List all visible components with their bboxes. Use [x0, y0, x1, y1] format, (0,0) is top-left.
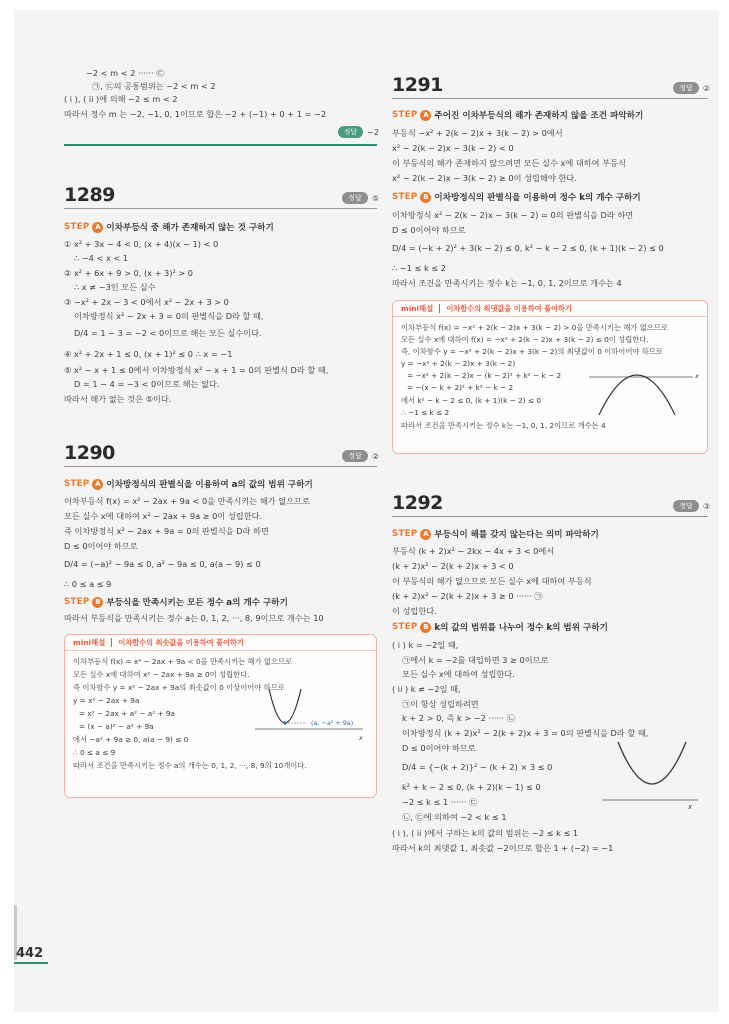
question-number-1291: 1291: [392, 74, 443, 96]
step-label: STEP: [392, 110, 418, 120]
q1292-line: 모든 실수 x에 대하여 성립한다.: [402, 669, 515, 679]
step-a-1292: [392, 528, 599, 540]
step-letter: A: [92, 479, 103, 490]
step-label: STEP: [64, 479, 90, 489]
question-rule: [392, 98, 708, 99]
q1289-line: 따라서 해가 없는 것은 ⑤이다.: [64, 394, 172, 404]
top-line-2: ㉠, ㉢의 공통범위는 −2 < m < 2: [92, 81, 216, 91]
top-line-4: 따라서 정수 m 는 −2, −1, 0, 1이므로 합은 −2 + (−1) + 0 + 1 = −2: [64, 109, 327, 119]
answer-value: ③: [702, 501, 710, 511]
vertex-label: (a, −a² + 9a): [311, 719, 354, 727]
step-letter: B: [420, 622, 431, 633]
q1292-line: ( i ) k = −2일 때,: [392, 640, 459, 650]
q1291-line: 부등식 −x² + 2(k − 2)x + 3(k − 2) > 0에서: [392, 128, 563, 138]
q1292-line: 이 성립한다.: [392, 606, 437, 616]
mini-separator: [439, 304, 440, 313]
step-label: STEP: [392, 192, 418, 202]
q1290-line: 즉 이차방정식 x² − 2ax + 9a = 0의 판별식을 D라 하면: [64, 526, 269, 536]
q1289-line: 이차방정식 x² − 2x + 3 = 0의 판별식을 D라 할 때,: [74, 311, 264, 321]
mini-line: ∴ −1 ≤ k ≤ 2: [401, 408, 450, 417]
mini-line: 따라서 조건을 만족시키는 정수 k는 −1, 0, 1, 2이므로 개수는 4: [401, 421, 606, 430]
q1292-line: D ≤ 0이어야 하므로: [402, 743, 476, 753]
q1289-line: ⑤ x² − x + 1 ≤ 0에서 이차방정식 x² − x + 1 = 0의 판별식 D라 할 때,: [64, 365, 329, 375]
question-rule: [392, 516, 708, 517]
q1291-line: D/4 = (−k + 2)² + 3(k − 2) ≤ 0, k² − k − 2 ≤ 0, (k + 1)(k − 2) ≤ 0: [392, 243, 664, 253]
x-axis-label: x: [695, 372, 699, 380]
downward-parabola-graph: [589, 363, 699, 423]
q1292-line: 이 부등식의 해가 없으므로 모든 실수 x에 대하여 부등식: [392, 576, 592, 586]
x-axis-label: x: [688, 803, 693, 811]
answer-value: ⑤: [371, 193, 379, 203]
q1289-line: ∴ −4 < x < 1: [74, 253, 129, 263]
q1291-line: 이차방정식 x² − 2(k − 2)x − 3(k − 2) = 0의 판별식을 D라 하면: [392, 210, 634, 220]
mini-line: y = x² − 2ax + 9a: [73, 696, 140, 705]
q1290-line: D ≤ 0이어야 하므로: [64, 541, 138, 551]
mini-line: 에서 −a² + 9a ≥ 0, a(a − 9) ≤ 0: [73, 735, 189, 744]
answer-badge: 정답: [338, 126, 364, 138]
step-b-1291: [392, 191, 641, 203]
q1292-line: ( ii ) k ≠ −2일 때,: [392, 684, 461, 694]
answer-value: ②: [702, 83, 710, 93]
mini-line: 따라서 조건을 만족시키는 정수 a의 개수는 0, 1, 2, ···, 8, 9의 10개이다.: [73, 761, 307, 770]
mini-line: 즉, 이차함수 y = −x² + 2(k − 2)x + 3(k − 2)의 최댓값이 0 이하이어야 하므로: [401, 347, 663, 356]
q1292-line: ㉠이 항상 성립하려면: [402, 699, 479, 709]
q1290-line: 모든 실수 x에 대하여 x² − 2ax + 9a ≥ 0이 성립한다.: [64, 511, 263, 521]
q1291-line: x² − 2(k − 2)x − 3(k − 2) < 0: [392, 143, 514, 153]
q1292-line: 부등식 (k + 2)x² − 2kx − 4x + 3 < 0에서: [392, 546, 555, 556]
mini-line: ∴ 0 ≤ a ≤ 9: [73, 748, 116, 757]
q1292-line: D/4 = {−(k + 2)}² − (k + 2) × 3 ≤ 0: [402, 762, 553, 772]
step-title: 이차부등식 중 해가 존재하지 않는 것 구하기: [106, 223, 274, 233]
mini-solution-1290: [64, 634, 377, 798]
step-label: STEP: [64, 597, 90, 607]
q1292-line: ㉡, ㉢에 의하여 −2 < k ≤ 1: [402, 812, 507, 822]
step-label: STEP: [392, 529, 418, 539]
q1289-line: ② x² + 6x + 9 > 0, (x + 3)² > 0: [64, 268, 194, 278]
mini-line: y = −x² + 2(k − 2)x + 3(k − 2): [401, 359, 516, 368]
q1291-line: 따라서 조건을 만족시키는 정수 k는 −1, 0, 1, 2이므로 개수는 4: [392, 278, 622, 288]
answer-1290: [342, 450, 379, 462]
answer-1291: [673, 82, 710, 94]
q1291-line: ∴ −1 ≤ k ≤ 2: [392, 263, 446, 273]
step-label: STEP: [392, 622, 418, 632]
question-number-1290: 1290: [64, 442, 115, 464]
step-letter: A: [420, 110, 431, 121]
answer-badge: 정답: [673, 500, 699, 512]
step-title: 주어진 이차부등식의 해가 존재하지 않을 조건 파악하기: [434, 111, 644, 121]
step-title: 부등식을 만족시키는 모든 정수 a의 개수 구하기: [106, 598, 288, 608]
mini-line: = (x − a)² − a² + 9a: [79, 722, 154, 731]
mini-line: 이차부등식 f(x) = x² − 2ax + 9a < 0을 만족시키는 해가 없으므로: [73, 657, 293, 666]
q1290-line: 이차부등식 f(x) = x² − 2ax + 9a < 0을 만족시키는 해가 없으므로: [64, 496, 310, 506]
mini-line: = x² − 2ax + a² − a² + 9a: [79, 709, 176, 718]
q1292-line: k + 2 > 0, 즉 k > −2 ······ ㉡: [402, 713, 515, 723]
q1289-line: D/4 = 1 − 3 = −2 < 0이므로 해는 모든 실수이다.: [74, 328, 262, 338]
q1291-line: 이 부등식의 해가 존재하지 않으려면 모든 실수 x에 대하여 부등식: [392, 158, 626, 168]
q1292-line: (k + 2)x² − 2(k + 2)x + 3 < 0: [392, 561, 514, 571]
q1292-line: −2 ≤ k ≤ 1 ······ ㉢: [402, 797, 478, 807]
q1292-line: ㉠에서 k = −2를 대입하면 3 ≥ 0이므로: [402, 655, 549, 665]
mini-line: 모든 실수 x에 대하여 f(x) = −x² + 2(k − 2)x + 3(k − 2) ≤ 0이 성립한다.: [401, 335, 649, 344]
step-a-1289: [64, 221, 274, 233]
step-letter: B: [420, 192, 431, 203]
answer-1292: [673, 500, 710, 512]
top-answer: [338, 126, 379, 138]
mini-separator: [111, 638, 112, 647]
step-label: STEP: [64, 222, 90, 232]
question-number-1292: 1292: [392, 492, 443, 514]
page-number: 442: [16, 946, 44, 961]
top-line-1: −2 < m < 2 ······ ㉢: [86, 68, 165, 78]
step-title: 부등식이 해를 갖지 않는다는 의미 파악하기: [434, 530, 599, 540]
mini-solution-1291: [392, 300, 708, 454]
page-number-underline: [14, 962, 48, 964]
q1291-line: D ≤ 0이어야 하므로: [392, 225, 466, 235]
q1291-line: x² − 2(k − 2)x − 3(k − 2) ≥ 0이 성립해야 한다.: [392, 173, 577, 183]
q1289-line: ③ −x² + 2x − 3 < 0에서 x² − 2x + 3 > 0: [64, 297, 229, 307]
step-a-1291: [392, 109, 643, 121]
mini-line: 모든 실수 x에 대하여 x² − 2ax + 9a ≥ 0이 성립한다.: [73, 670, 250, 679]
q1289-line: D = 1 − 4 = −3 < 0이므로 해는 없다.: [74, 379, 220, 389]
q1292-line: 따라서 k의 최댓값 1, 최솟값 −2이므로 합은 1 + (−2) = −1: [392, 843, 614, 853]
q1292-line: k² + k − 2 ≤ 0, (k + 2)(k − 1) ≤ 0: [402, 782, 541, 792]
step-title: 이차방정식의 판별식을 이용하여 a의 값의 범위 구하기: [106, 480, 313, 490]
q1290-line: 따라서 부등식을 만족시키는 정수 a는 0, 1, 2, ···, 8, 9이므로 개수는 10: [64, 613, 324, 623]
answer-badge: 정답: [342, 192, 368, 204]
answer-badge: 정답: [342, 450, 368, 462]
mini-line: 에서 k² − k − 2 ≤ 0, (k + 1)(k − 2) ≤ 0: [401, 396, 542, 405]
step-title: k의 값의 범위를 나누어 정수 k의 범위 구하기: [434, 623, 608, 633]
step-letter: A: [92, 222, 103, 233]
q1289-line: ① x² + 3x − 4 < 0, (x + 4)(x − 1) < 0: [64, 239, 219, 249]
answer-1289: [342, 192, 379, 204]
q1292-line: ( i ), ( ii )에서 구하는 k의 값의 범위는 −2 ≤ k ≤ 1: [392, 828, 579, 838]
question-rule: [64, 466, 377, 467]
step-b-1292: [392, 621, 608, 633]
q1292-line: 이차방정식 (k + 2)x² − 2(k + 2)x + 3 = 0의 판별식을 D라 할 때,: [402, 728, 649, 738]
mini-line: = −(x − k + 2)² + k² − k − 2: [407, 383, 514, 392]
q1289-line: ④ x² + 2x + 1 ≤ 0, (x + 1)² ≤ 0 ∴ x = −1: [64, 349, 233, 359]
mini-tag: mini해설: [73, 638, 106, 647]
page: [14, 10, 719, 1012]
section-divider: [64, 144, 377, 146]
top-line-3: ( i ), ( ii )에 의해 −2 ≤ m < 2: [64, 94, 178, 104]
mini-line: 이차부등식 f(x) = −x² + 2(k − 2)x + 3(k − 2) > 0을 만족시키는 해가 없으므로: [401, 323, 668, 332]
step-letter: A: [420, 529, 431, 540]
mini-header: [65, 635, 376, 651]
step-letter: B: [92, 597, 103, 608]
mini-line: 즉 이차함수 y = x² − 2ax + 9a의 최솟값이 0 이상이어야 하므로: [73, 683, 285, 692]
upward-parabola-graph: [602, 738, 702, 808]
question-number-1289: 1289: [64, 184, 115, 206]
q1289-line: ∴ x ≠ −3인 모든 실수: [74, 282, 156, 292]
step-a-1290: [64, 478, 313, 490]
answer-value: ②: [371, 451, 379, 461]
x-axis-label: x: [359, 734, 363, 742]
q1290-line: D/4 = (−a)² − 9a ≤ 0, a² − 9a ≤ 0, a(a − 9) ≤ 0: [64, 559, 261, 569]
q1290-line: ∴ 0 ≤ a ≤ 9: [64, 579, 112, 589]
answer-badge: 정답: [673, 82, 699, 94]
mini-header: [393, 301, 707, 317]
step-title: 이차방정식의 판별식을 이용하여 정수 k의 개수 구하기: [434, 193, 641, 203]
step-b-1290: [64, 596, 288, 608]
question-rule: [64, 208, 377, 209]
answer-value: −2: [367, 127, 379, 137]
mini-title: 이차함수의 최솟값을 이용하여 풀이하기: [118, 637, 244, 647]
q1292-line: (k + 2)x² − 2(k + 2)x + 3 ≥ 0 ······ ㉠: [392, 591, 543, 601]
mini-title: 이차함수의 최댓값을 이용하여 풀이하기: [446, 303, 572, 313]
mini-tag: mini해설: [401, 304, 434, 313]
mini-line: = −x² + 2(k − 2)x − (k − 2)² + k² − k − 2: [407, 371, 562, 380]
